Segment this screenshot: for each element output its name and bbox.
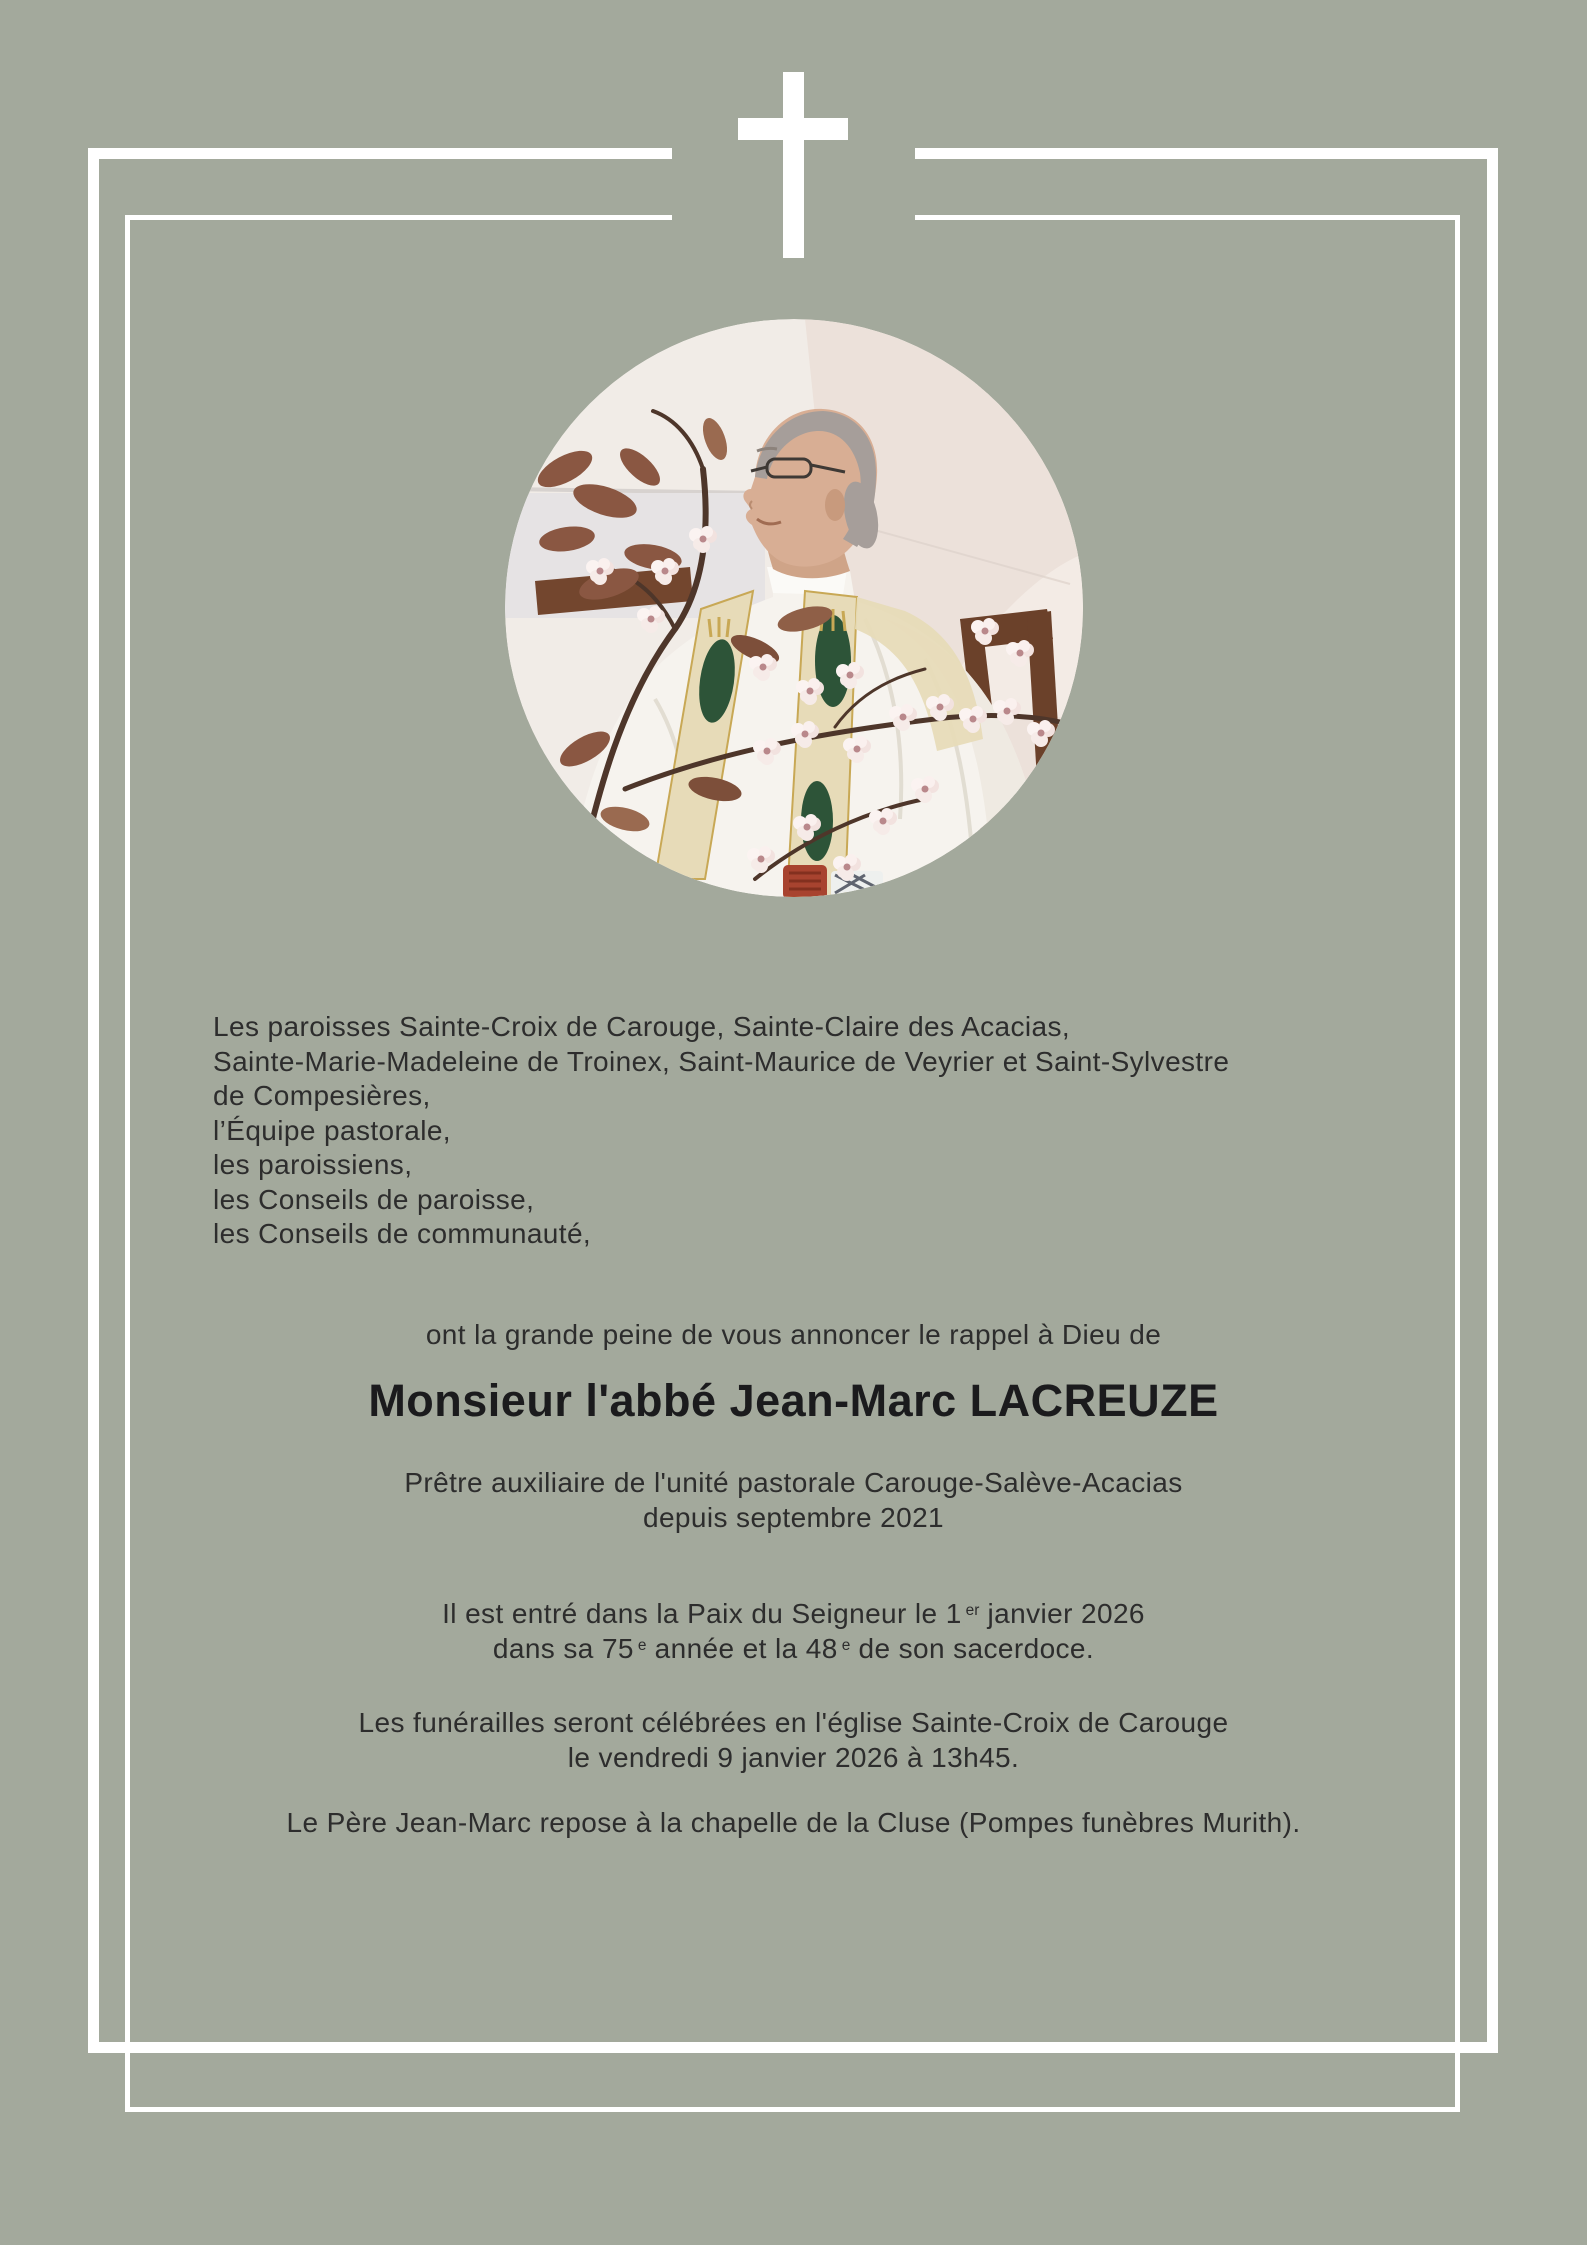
age-text: dans sa 75 bbox=[492, 1633, 634, 1664]
deceased-portrait-photo bbox=[505, 319, 1083, 897]
funeral-line-1: Les funérailles seront célébrées en l'église Sainte-Croix de Carouge bbox=[358, 1707, 1229, 1738]
death-date-text-end: janvier 2026 bbox=[979, 1598, 1145, 1629]
sender-paroisses-block bbox=[213, 1010, 1229, 1252]
portrait-illustration bbox=[505, 319, 1083, 897]
cross-vertical-bar bbox=[783, 72, 804, 258]
role-line-2: depuis septembre 2021 bbox=[642, 1502, 945, 1533]
sender-line: l’Équipe pastorale, bbox=[213, 1114, 451, 1146]
role-block bbox=[0, 1465, 1587, 1535]
death-date-line bbox=[0, 1596, 1587, 1631]
funeral-line-2: le vendredi 9 janvier 2026 à 13h45. bbox=[567, 1742, 1020, 1773]
sender-line: les Conseils de paroisse, bbox=[213, 1183, 535, 1215]
sender-line: Les paroisses Sainte-Croix de Carouge, Sainte-Claire des Acacias, bbox=[213, 1011, 1071, 1042]
death-date-text: Il est entré dans la Paix du Seigneur le 1 bbox=[442, 1598, 962, 1629]
ordinal-e-1: e bbox=[637, 1637, 647, 1655]
role-line-1: Prêtre auxiliaire de l'unité pastorale Carouge-Salève-Acacias bbox=[404, 1467, 1183, 1498]
age-text-mid: année et la 48 bbox=[646, 1633, 838, 1664]
cross-horizontal-bar bbox=[738, 118, 848, 140]
sender-line: Sainte-Marie-Madeleine de Troinex, Saint-Maurice de Veyrier et Saint-Sylvestre bbox=[213, 1045, 1230, 1077]
sender-line: les Conseils de communauté, bbox=[213, 1218, 592, 1249]
ordinal-er: er bbox=[965, 1602, 980, 1620]
ordinal-e-2: e bbox=[841, 1637, 851, 1655]
intro-line: ont la grande peine de vous annoncer le rappel à Dieu de bbox=[425, 1319, 1162, 1350]
deceased-name: Monsieur l'abbé Jean-Marc LACREUZE bbox=[368, 1375, 1219, 1426]
sender-line: de Compesières, bbox=[213, 1080, 431, 1111]
sender-line: les paroissiens, bbox=[213, 1149, 413, 1180]
age-line bbox=[0, 1631, 1587, 1666]
death-block bbox=[0, 1596, 1587, 1666]
age-text-end: de son sacerdoce. bbox=[850, 1633, 1095, 1664]
repose-line: Le Père Jean-Marc repose à la chapelle de la Cluse (Pompes funèbres Murith). bbox=[286, 1807, 1301, 1838]
funeral-block bbox=[0, 1705, 1587, 1775]
